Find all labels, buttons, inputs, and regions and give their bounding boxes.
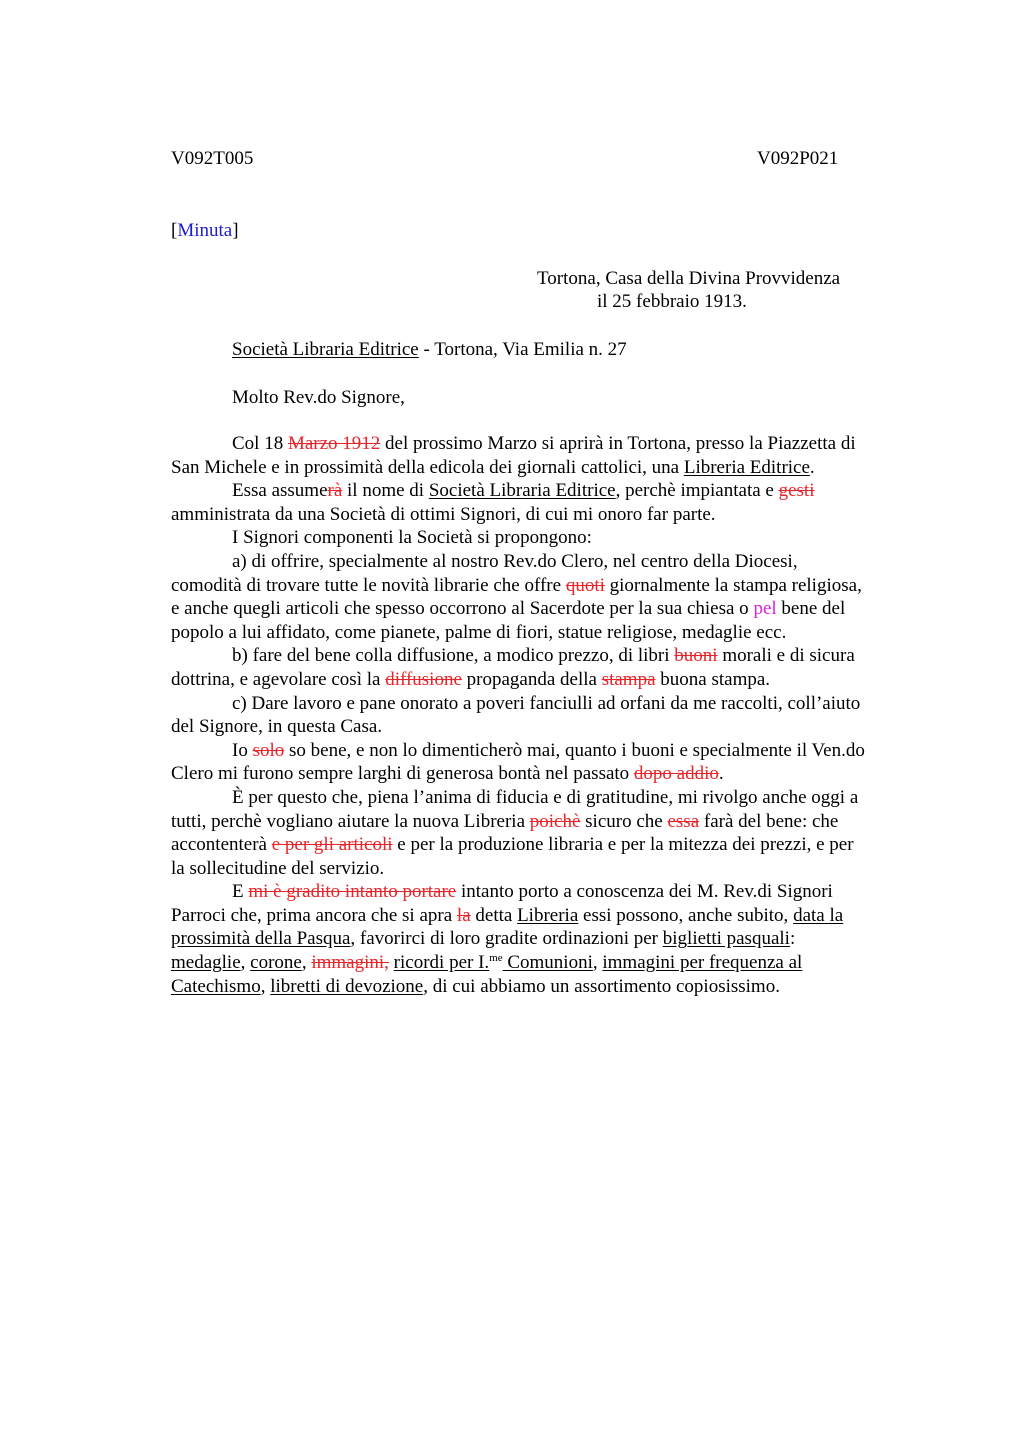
text-run: comodità di trovare tutte le novità librarie che offre: [171, 574, 566, 596]
text-run: Essa assume: [232, 480, 328, 502]
text-run: accontenterà: [171, 834, 272, 856]
paragraph-5-line-2: [171, 668, 931, 692]
inserted-text: pel: [753, 598, 777, 620]
text-run: giornalmente la stampa religiosa,: [604, 574, 862, 596]
paragraph-8-line-2: [171, 810, 931, 834]
text-run: propaganda della: [461, 668, 602, 690]
text-run: dottrina, e agevolare così la: [171, 668, 386, 690]
document-code-left: V092T005: [171, 148, 254, 169]
paragraph-9-line-5: [171, 975, 931, 999]
paragraph-8-line-4: [171, 857, 931, 881]
underlined-text: libretti di devozione: [270, 975, 424, 997]
text-run: popolo a lui affidato, come pianete, palme di fiori, statue religiose, medaglie ecc.: [171, 621, 787, 643]
text-run: , di cui abbiamo un assortimento copiosissimo.: [423, 975, 780, 997]
paragraph-3-line-1: [171, 526, 931, 550]
text-run: Io: [232, 739, 253, 761]
text-run: tutti, perchè vogliano aiutare la nuova Libreria: [171, 810, 530, 832]
text-run: , favorirci di loro gradite ordinazioni per: [350, 928, 663, 950]
text-run: E: [232, 881, 249, 903]
underlined-text: Libreria: [517, 904, 579, 926]
text-run: detta: [470, 904, 518, 926]
paragraph-8-line-1: [171, 786, 931, 810]
text-run: essi possono, anche subito,: [578, 904, 794, 926]
addressee-address: - Tortona, Via Emilia n. 27: [418, 339, 627, 360]
letter-body: [171, 432, 931, 998]
date-line: il 25 febbraio 1913.: [597, 291, 747, 312]
underlined-text: Catechismo: [171, 975, 261, 997]
text-run: Parroci che, prima ancora che si apra: [171, 904, 457, 926]
paragraph-4-line-4: [171, 621, 931, 645]
deleted-text: rà: [327, 480, 343, 502]
bracket-close: ]: [232, 220, 239, 241]
minuta-text: Minuta: [177, 220, 233, 241]
addressee-name: Società Libraria Editrice: [232, 339, 419, 360]
text-run: farà del bene: che: [699, 810, 839, 832]
text-run: , perchè impiantata e: [615, 480, 779, 502]
paragraph-2-line-2: [171, 503, 931, 527]
superscript-text: me: [489, 952, 503, 965]
paragraph-1-line-2: [171, 456, 931, 480]
addressee: [232, 338, 627, 362]
text-run: Col 18: [232, 433, 288, 454]
text-run: Clero mi furono sempre larghi di generosa bontà nel passato: [171, 763, 634, 785]
deleted-text: immagini,: [311, 952, 389, 974]
deleted-text: quoti: [565, 574, 605, 596]
deleted-text: poichè: [529, 810, 581, 832]
text-run: e per la produzione libraria e per la mitezza dei prezzi, e per: [392, 834, 854, 856]
salutation: Molto Rev.do Signore,: [232, 387, 405, 408]
underlined-text: Libreria Editrice: [683, 456, 810, 478]
text-run: del Signore, in questa Casa.: [171, 716, 383, 738]
underlined-text: Società Libraria Editrice: [428, 480, 616, 502]
paragraph-8-line-3: [171, 833, 931, 857]
text-run: il nome di: [342, 480, 429, 502]
text-run: .: [809, 456, 815, 478]
text-run: a) di offrire, specialmente al nostro Rev.do Clero, nel centro della Diocesi,: [232, 550, 798, 572]
paragraph-4-line-2: [171, 574, 931, 598]
underlined-text: ricordi per I.: [393, 952, 490, 974]
underlined-text: immagini per frequenza al: [602, 952, 803, 974]
paragraph-1-line-1: [171, 432, 931, 456]
deleted-text: dopo addio: [633, 763, 719, 785]
text-run: morali e di sicura: [717, 645, 855, 667]
paragraph-2-line-1: [171, 479, 931, 503]
underlined-text: corone: [250, 952, 302, 974]
text-run: I Signori componenti la Società si propongono:: [232, 527, 592, 549]
text-run: e anche quegli articoli che spesso occorrono al Sacerdote per la sua chiesa o: [171, 598, 754, 620]
paragraph-4-line-1: [171, 550, 931, 574]
paragraph-7-line-2: [171, 762, 931, 786]
text-run: ,: [301, 952, 312, 974]
document-code-right: V092P021: [757, 148, 839, 169]
paragraph-9-line-2: [171, 904, 931, 928]
underlined-text: medaglie: [171, 952, 241, 974]
paragraph-7-line-1: [171, 739, 931, 763]
paragraph-9-line-1: [171, 880, 931, 904]
deleted-text: mi è gradito intanto portare: [248, 881, 457, 903]
text-run: b) fare del bene colla diffusione, a modico prezzo, di libri: [232, 645, 675, 667]
deleted-text: Marzo 1912: [287, 433, 381, 454]
paragraph-9-line-4: [171, 951, 931, 975]
text-run: la sollecitudine del servizio.: [171, 857, 385, 879]
text-run: so bene, e non lo dimenticherò mai, quanto i buoni e specialmente il Ven.do: [284, 739, 865, 761]
minuta-label: [171, 219, 239, 243]
text-run: bene del: [776, 598, 846, 620]
paragraph-6-line-2: [171, 715, 931, 739]
text-run: c) Dare lavoro e pane onorato a poveri fanciulli ad orfani da me raccolti, coll’aiuto: [232, 692, 861, 714]
text-run: ,: [240, 952, 251, 974]
deleted-text: stampa: [601, 668, 656, 690]
deleted-text: buoni: [674, 645, 718, 667]
text-run: :: [789, 928, 796, 950]
underlined-text: Comunioni: [502, 952, 593, 974]
underlined-text: data la: [793, 904, 844, 926]
text-run: ,: [260, 975, 271, 997]
deleted-text: essa: [667, 810, 700, 832]
text-run: buona stampa.: [655, 668, 771, 690]
deleted-text: la: [456, 904, 471, 926]
deleted-text: e per gli articoli: [271, 834, 393, 856]
underlined-text: biglietti pasquali: [662, 928, 790, 950]
text-run: ,: [592, 952, 603, 974]
deleted-text: diffusione: [385, 668, 462, 690]
paragraph-9-line-3: [171, 927, 931, 951]
deleted-text: gesti: [778, 480, 815, 502]
text-run: del prossimo Marzo si aprirà in Tortona, presso la Piazzetta di: [380, 433, 856, 454]
deleted-text: solo: [252, 739, 285, 761]
bracket-open: [: [171, 220, 178, 241]
text-run: San Michele e in prossimità della edicola dei giornali cattolici, una: [171, 456, 684, 478]
text-run: È per questo che, piena l’anima di fiducia e di gratitudine, mi rivolgo anche oggi a: [232, 786, 859, 808]
paragraph-4-line-3: [171, 597, 931, 621]
text-run: .: [718, 763, 724, 785]
place-line: Tortona, Casa della Divina Provvidenza: [537, 268, 841, 289]
text-run: amministrata da una Società di ottimi Signori, di cui mi onoro far parte.: [171, 503, 716, 525]
paragraph-6-line-1: [171, 692, 931, 716]
text-run: intanto porto a conoscenza dei M. Rev.di Signori: [456, 881, 833, 903]
underlined-text: prossimità della Pasqua: [171, 928, 351, 950]
text-run: sicuro che: [580, 810, 668, 832]
paragraph-5-line-1: [171, 644, 931, 668]
